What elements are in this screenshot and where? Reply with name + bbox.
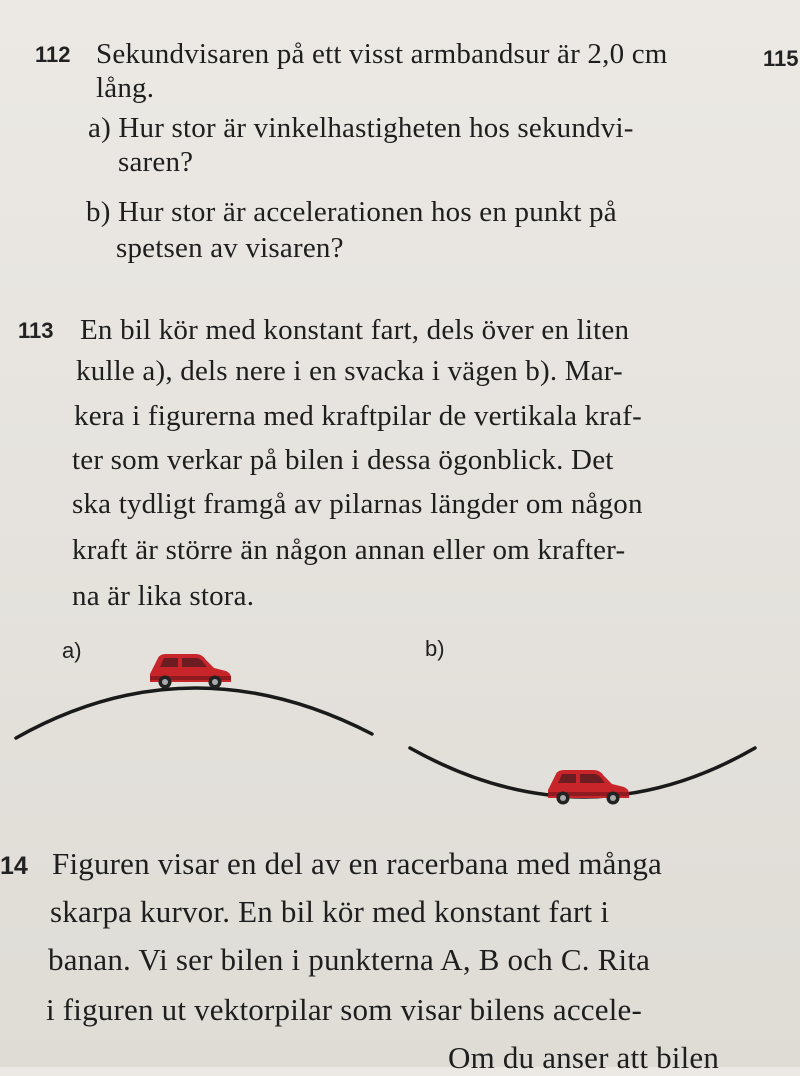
problem-113-line-6: kraft är större än någon annan eller om krafter-	[72, 534, 626, 566]
problem-112-line-2: lång.	[96, 72, 155, 104]
problem-113-line-5: ska tydligt framgå av pilarnas längder om någon	[72, 488, 643, 520]
problem-114-line-2: skarpa kurvor. En bil kör med konstant fart i	[50, 894, 610, 929]
hill-road-curve	[16, 688, 372, 738]
problem-112-line-4: saren?	[118, 146, 194, 178]
problem-112-line-1: Sekundvisaren på ett visst armbandsur är 2,0 cm	[96, 38, 668, 70]
problem-number-112: 112	[35, 42, 71, 67]
problem-114-line-1: Figuren visar en del av en racerbana med många	[52, 846, 662, 881]
problem-number-114: 14	[0, 852, 28, 880]
problem-113-line-1: En bil kör med konstant fart, dels över en liten	[80, 314, 630, 346]
problem-112-line-3: a) Hur stor är vinkelhastigheten hos sekundvi-	[88, 112, 634, 144]
figure-b-label: b)	[425, 636, 445, 661]
problem-112-line-5: b) Hur stor är accelerationen hos en punkt på	[86, 196, 617, 228]
problem-113-line-2: kulle a), dels nere i en svacka i vägen b). Mar-	[76, 355, 623, 387]
right-edge-problem-number: 115	[763, 46, 799, 71]
problem-112-line-6: spetsen av visaren?	[116, 232, 344, 264]
car-in-dip-icon	[548, 770, 629, 805]
problem-113-line-7: na är lika stora.	[72, 580, 255, 612]
car-on-hill-icon	[150, 654, 231, 689]
problem-114-line-5: Om du anser att bilen	[448, 1040, 720, 1075]
figure-a-label: a)	[62, 638, 82, 663]
problem-114-line-3: banan. Vi ser bilen i punkterna A, B och C. Rita	[48, 942, 651, 977]
problem-number-113: 113	[18, 318, 54, 343]
problem-113-line-4: ter som verkar på bilen i dessa ögonblick. Det	[72, 444, 614, 476]
problem-114-line-4: i figuren ut vektorpilar som visar bilens accele-	[46, 992, 643, 1027]
problem-113-line-3: kera i figurerna med kraftpilar de vertikala kraf-	[74, 400, 642, 432]
